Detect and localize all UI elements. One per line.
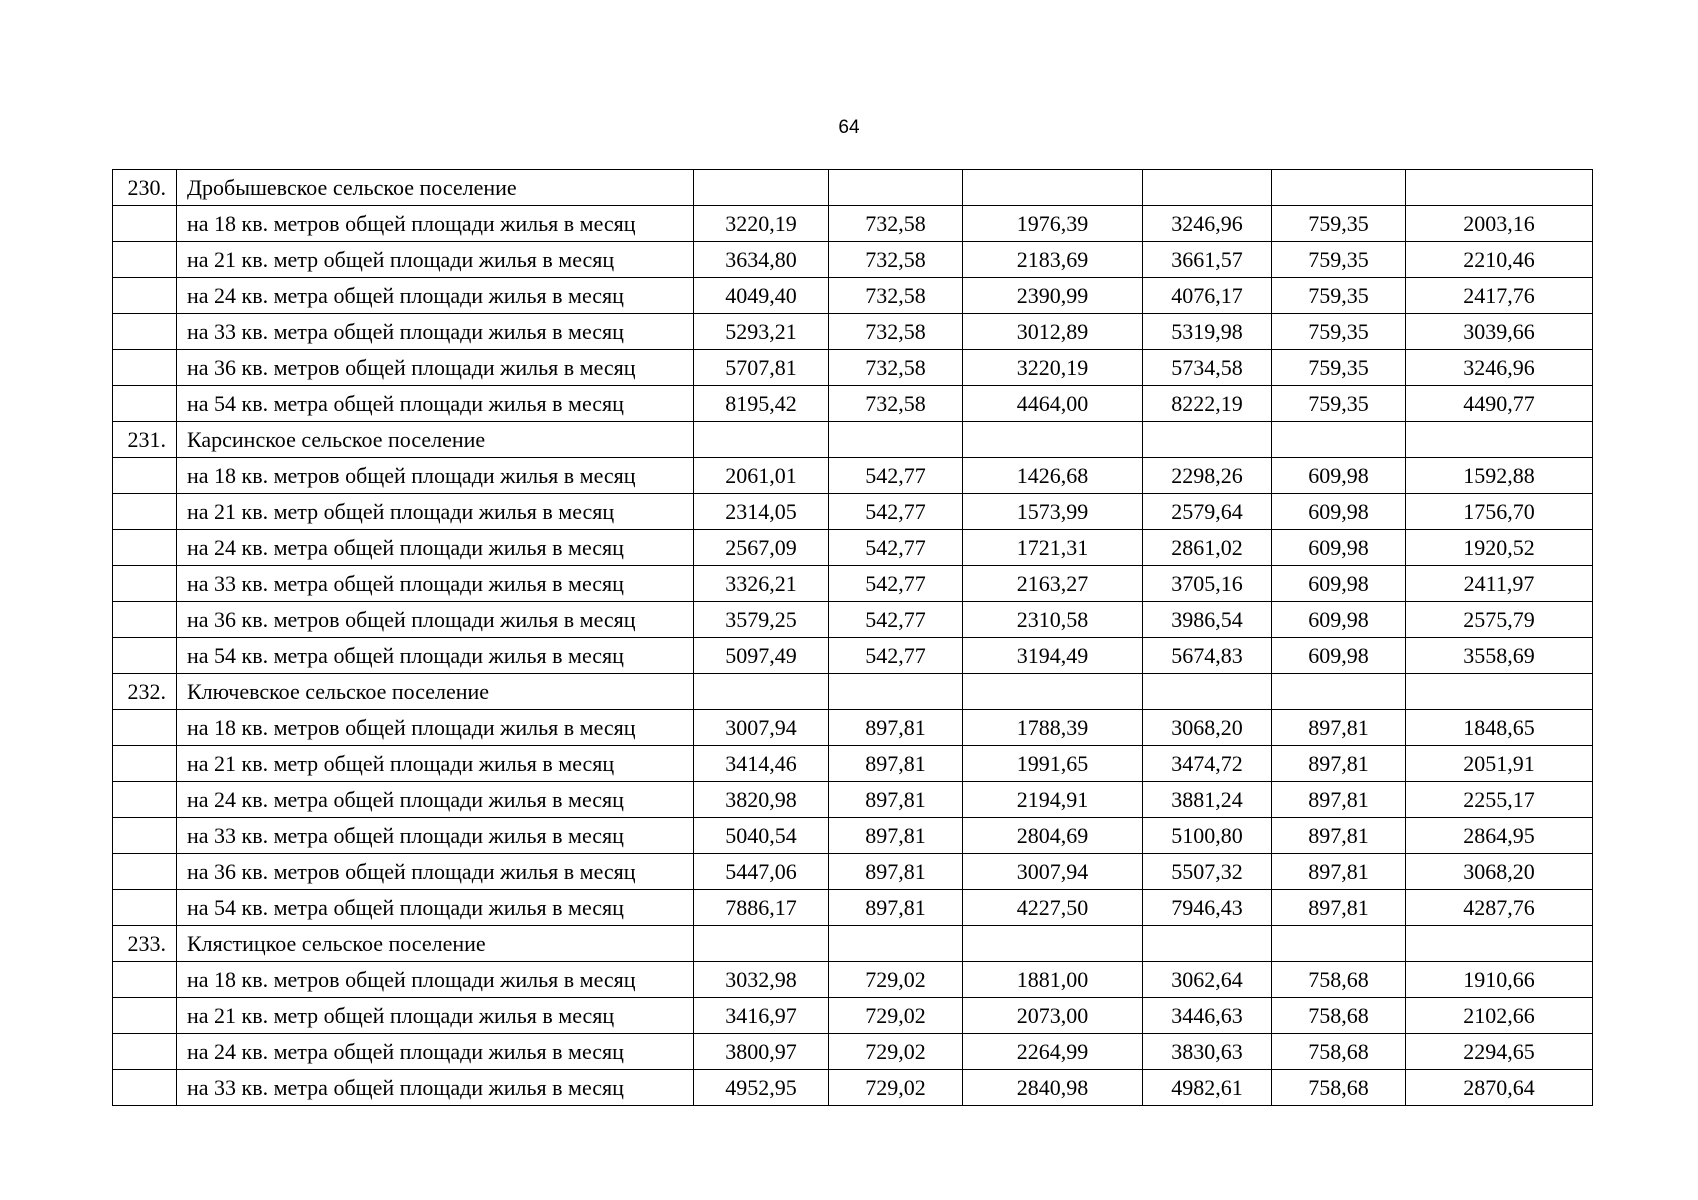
- table-body: [113, 170, 1593, 1106]
- value-cell-2: 729,02: [829, 962, 963, 998]
- table-row: [113, 854, 1593, 890]
- value-cell-2: 729,02: [829, 1070, 963, 1106]
- value-cell-3: 1881,00: [963, 962, 1143, 998]
- row-number-cell: [113, 818, 177, 854]
- value-cell-2: 542,77: [829, 530, 963, 566]
- norm-description-cell: на 24 кв. метра общей площади жилья в месяц: [177, 782, 694, 818]
- value-cell-1: 2314,05: [694, 494, 829, 530]
- row-number-cell: [113, 242, 177, 278]
- norm-description-cell: на 36 кв. метров общей площади жилья в месяц: [177, 350, 694, 386]
- value-cell-6: 3039,66: [1406, 314, 1593, 350]
- value-cell-6: 1848,65: [1406, 710, 1593, 746]
- value-cell-6: 4287,76: [1406, 890, 1593, 926]
- value-cell-5: [1272, 170, 1406, 206]
- value-cell-5: 609,98: [1272, 494, 1406, 530]
- value-cell-5: 897,81: [1272, 854, 1406, 890]
- value-cell-5: 758,68: [1272, 1070, 1406, 1106]
- table-row: [113, 602, 1593, 638]
- value-cell-5: 758,68: [1272, 998, 1406, 1034]
- row-number-cell: [113, 386, 177, 422]
- value-cell-6: 1592,88: [1406, 458, 1593, 494]
- value-cell-5: 897,81: [1272, 782, 1406, 818]
- value-cell-2: [829, 674, 963, 710]
- value-cell-2: 897,81: [829, 818, 963, 854]
- value-cell-3: 3194,49: [963, 638, 1143, 674]
- table-row: [113, 782, 1593, 818]
- value-cell-1: 5447,06: [694, 854, 829, 890]
- norm-description-cell: на 18 кв. метров общей площади жилья в месяц: [177, 206, 694, 242]
- value-cell-6: 2417,76: [1406, 278, 1593, 314]
- row-number-cell: [113, 458, 177, 494]
- table-row: [113, 206, 1593, 242]
- value-cell-3: 2163,27: [963, 566, 1143, 602]
- row-number-cell: [113, 350, 177, 386]
- value-cell-4: [1143, 926, 1272, 962]
- norm-description-cell: на 18 кв. метров общей площади жилья в месяц: [177, 458, 694, 494]
- row-number-cell: [113, 710, 177, 746]
- value-cell-1: 4952,95: [694, 1070, 829, 1106]
- value-cell-1: 3032,98: [694, 962, 829, 998]
- value-cell-6: 2411,97: [1406, 566, 1593, 602]
- value-cell-6: 3558,69: [1406, 638, 1593, 674]
- row-number-cell: [113, 530, 177, 566]
- value-cell-6: 2575,79: [1406, 602, 1593, 638]
- value-cell-1: 3800,97: [694, 1034, 829, 1070]
- value-cell-5: [1272, 674, 1406, 710]
- norm-description-cell: на 33 кв. метра общей площади жилья в месяц: [177, 566, 694, 602]
- value-cell-1: [694, 170, 829, 206]
- table-row: [113, 890, 1593, 926]
- value-cell-3: [963, 422, 1143, 458]
- table-row: [113, 1034, 1593, 1070]
- value-cell-4: 2298,26: [1143, 458, 1272, 494]
- value-cell-6: 2102,66: [1406, 998, 1593, 1034]
- value-cell-6: 2003,16: [1406, 206, 1593, 242]
- norm-description-cell: на 24 кв. метра общей площади жилья в месяц: [177, 278, 694, 314]
- value-cell-6: 4490,77: [1406, 386, 1593, 422]
- settlement-name-cell: Ключевское сельское поселение: [177, 674, 694, 710]
- value-cell-2: 897,81: [829, 782, 963, 818]
- table-row: [113, 998, 1593, 1034]
- value-cell-5: 758,68: [1272, 1034, 1406, 1070]
- value-cell-4: 2861,02: [1143, 530, 1272, 566]
- value-cell-2: 732,58: [829, 278, 963, 314]
- norm-description-cell: на 36 кв. метров общей площади жилья в месяц: [177, 602, 694, 638]
- norm-description-cell: на 21 кв. метр общей площади жилья в месяц: [177, 494, 694, 530]
- settlement-row: [113, 926, 1593, 962]
- value-cell-3: 2840,98: [963, 1070, 1143, 1106]
- value-cell-1: 7886,17: [694, 890, 829, 926]
- value-cell-1: 3220,19: [694, 206, 829, 242]
- table-row: [113, 386, 1593, 422]
- value-cell-1: 3416,97: [694, 998, 829, 1034]
- norm-description-cell: на 21 кв. метр общей площади жилья в месяц: [177, 242, 694, 278]
- value-cell-5: 758,68: [1272, 962, 1406, 998]
- value-cell-1: 5707,81: [694, 350, 829, 386]
- value-cell-2: 732,58: [829, 314, 963, 350]
- value-cell-6: 1756,70: [1406, 494, 1593, 530]
- value-cell-3: [963, 926, 1143, 962]
- value-cell-5: 759,35: [1272, 350, 1406, 386]
- value-cell-1: 4049,40: [694, 278, 829, 314]
- row-number-cell: [113, 494, 177, 530]
- value-cell-4: 5734,58: [1143, 350, 1272, 386]
- value-cell-2: 732,58: [829, 386, 963, 422]
- row-number-cell: [113, 998, 177, 1034]
- tariff-table: [112, 169, 1593, 1106]
- value-cell-4: 5319,98: [1143, 314, 1272, 350]
- value-cell-4: 3062,64: [1143, 962, 1272, 998]
- value-cell-4: 3705,16: [1143, 566, 1272, 602]
- value-cell-1: [694, 422, 829, 458]
- table-row: [113, 710, 1593, 746]
- value-cell-6: 2051,91: [1406, 746, 1593, 782]
- value-cell-4: 7946,43: [1143, 890, 1272, 926]
- value-cell-2: 542,77: [829, 638, 963, 674]
- table-row: [113, 242, 1593, 278]
- settlement-name-cell: Клястицкое сельское поселение: [177, 926, 694, 962]
- row-number-cell: [113, 746, 177, 782]
- value-cell-3: 2390,99: [963, 278, 1143, 314]
- row-number-cell: [113, 854, 177, 890]
- value-cell-3: 3012,89: [963, 314, 1143, 350]
- value-cell-5: 759,35: [1272, 314, 1406, 350]
- value-cell-5: 897,81: [1272, 890, 1406, 926]
- value-cell-2: 729,02: [829, 1034, 963, 1070]
- value-cell-1: 3820,98: [694, 782, 829, 818]
- value-cell-2: 729,02: [829, 998, 963, 1034]
- value-cell-1: 3634,80: [694, 242, 829, 278]
- value-cell-5: [1272, 422, 1406, 458]
- row-number-cell: [113, 1034, 177, 1070]
- value-cell-4: 5100,80: [1143, 818, 1272, 854]
- value-cell-3: 2073,00: [963, 998, 1143, 1034]
- value-cell-5: 897,81: [1272, 818, 1406, 854]
- value-cell-5: 759,35: [1272, 386, 1406, 422]
- table-row: [113, 278, 1593, 314]
- value-cell-1: [694, 926, 829, 962]
- value-cell-4: 3986,54: [1143, 602, 1272, 638]
- value-cell-3: 3220,19: [963, 350, 1143, 386]
- row-number-cell: [113, 1070, 177, 1106]
- value-cell-6: 1910,66: [1406, 962, 1593, 998]
- settlement-row: [113, 422, 1593, 458]
- value-cell-4: 4982,61: [1143, 1070, 1272, 1106]
- norm-description-cell: на 33 кв. метра общей площади жилья в месяц: [177, 314, 694, 350]
- row-number-cell: [113, 638, 177, 674]
- value-cell-4: 8222,19: [1143, 386, 1272, 422]
- value-cell-2: 732,58: [829, 350, 963, 386]
- row-number-cell: 230.: [113, 170, 177, 206]
- value-cell-2: 542,77: [829, 566, 963, 602]
- value-cell-2: 732,58: [829, 206, 963, 242]
- value-cell-5: 609,98: [1272, 602, 1406, 638]
- value-cell-3: 1788,39: [963, 710, 1143, 746]
- value-cell-3: 2194,91: [963, 782, 1143, 818]
- value-cell-2: 897,81: [829, 746, 963, 782]
- table-row: [113, 818, 1593, 854]
- table-row: [113, 746, 1593, 782]
- value-cell-1: 5097,49: [694, 638, 829, 674]
- norm-description-cell: на 18 кв. метров общей площади жилья в месяц: [177, 710, 694, 746]
- row-number-cell: [113, 602, 177, 638]
- value-cell-6: 2294,65: [1406, 1034, 1593, 1070]
- table-row: [113, 530, 1593, 566]
- value-cell-2: [829, 926, 963, 962]
- norm-description-cell: на 21 кв. метр общей площади жилья в месяц: [177, 998, 694, 1034]
- settlement-row: [113, 170, 1593, 206]
- value-cell-6: 2255,17: [1406, 782, 1593, 818]
- value-cell-2: [829, 170, 963, 206]
- value-cell-1: 2061,01: [694, 458, 829, 494]
- value-cell-1: 5040,54: [694, 818, 829, 854]
- row-number-cell: 231.: [113, 422, 177, 458]
- norm-description-cell: на 33 кв. метра общей площади жилья в месяц: [177, 1070, 694, 1106]
- value-cell-3: 1991,65: [963, 746, 1143, 782]
- value-cell-2: 897,81: [829, 890, 963, 926]
- value-cell-4: 3246,96: [1143, 206, 1272, 242]
- row-number-cell: 232.: [113, 674, 177, 710]
- value-cell-6: 1920,52: [1406, 530, 1593, 566]
- value-cell-1: 8195,42: [694, 386, 829, 422]
- row-number-cell: [113, 962, 177, 998]
- value-cell-5: 759,35: [1272, 242, 1406, 278]
- value-cell-2: 542,77: [829, 602, 963, 638]
- page-number: 64: [838, 117, 860, 138]
- settlement-name-cell: Карсинское сельское поселение: [177, 422, 694, 458]
- value-cell-4: 4076,17: [1143, 278, 1272, 314]
- row-number-cell: [113, 782, 177, 818]
- value-cell-5: 609,98: [1272, 566, 1406, 602]
- value-cell-4: 3830,63: [1143, 1034, 1272, 1070]
- value-cell-3: [963, 170, 1143, 206]
- value-cell-6: [1406, 674, 1593, 710]
- value-cell-6: 2870,64: [1406, 1070, 1593, 1106]
- value-cell-3: 1426,68: [963, 458, 1143, 494]
- value-cell-3: 3007,94: [963, 854, 1143, 890]
- value-cell-4: [1143, 674, 1272, 710]
- row-number-cell: [113, 278, 177, 314]
- value-cell-4: 3474,72: [1143, 746, 1272, 782]
- value-cell-1: 3007,94: [694, 710, 829, 746]
- value-cell-5: 609,98: [1272, 458, 1406, 494]
- value-cell-1: 2567,09: [694, 530, 829, 566]
- table-row: [113, 566, 1593, 602]
- value-cell-5: 609,98: [1272, 530, 1406, 566]
- norm-description-cell: на 18 кв. метров общей площади жилья в месяц: [177, 962, 694, 998]
- value-cell-2: 897,81: [829, 854, 963, 890]
- row-number-cell: [113, 890, 177, 926]
- value-cell-2: 542,77: [829, 494, 963, 530]
- row-number-cell: 233.: [113, 926, 177, 962]
- table-row: [113, 962, 1593, 998]
- norm-description-cell: на 54 кв. метра общей площади жилья в месяц: [177, 890, 694, 926]
- value-cell-4: [1143, 170, 1272, 206]
- value-cell-5: 609,98: [1272, 638, 1406, 674]
- norm-description-cell: на 54 кв. метра общей площади жилья в месяц: [177, 386, 694, 422]
- value-cell-1: 3414,46: [694, 746, 829, 782]
- value-cell-3: 1976,39: [963, 206, 1143, 242]
- value-cell-4: 2579,64: [1143, 494, 1272, 530]
- value-cell-3: 4464,00: [963, 386, 1143, 422]
- table-row: [113, 314, 1593, 350]
- value-cell-2: 732,58: [829, 242, 963, 278]
- value-cell-5: 897,81: [1272, 746, 1406, 782]
- settlement-name-cell: Дробышевское сельское поселение: [177, 170, 694, 206]
- value-cell-1: 3326,21: [694, 566, 829, 602]
- value-cell-3: [963, 674, 1143, 710]
- table-row: [113, 350, 1593, 386]
- value-cell-5: 897,81: [1272, 710, 1406, 746]
- value-cell-4: 5507,32: [1143, 854, 1272, 890]
- value-cell-4: 5674,83: [1143, 638, 1272, 674]
- value-cell-6: 2864,95: [1406, 818, 1593, 854]
- norm-description-cell: на 54 кв. метра общей площади жилья в месяц: [177, 638, 694, 674]
- value-cell-4: 3068,20: [1143, 710, 1272, 746]
- value-cell-3: 2264,99: [963, 1034, 1143, 1070]
- value-cell-1: 5293,21: [694, 314, 829, 350]
- value-cell-4: 3446,63: [1143, 998, 1272, 1034]
- value-cell-3: 1721,31: [963, 530, 1143, 566]
- row-number-cell: [113, 314, 177, 350]
- value-cell-3: 2183,69: [963, 242, 1143, 278]
- value-cell-6: 3246,96: [1406, 350, 1593, 386]
- value-cell-3: 4227,50: [963, 890, 1143, 926]
- settlement-row: [113, 674, 1593, 710]
- value-cell-2: 897,81: [829, 710, 963, 746]
- value-cell-6: [1406, 170, 1593, 206]
- value-cell-4: 3661,57: [1143, 242, 1272, 278]
- value-cell-4: [1143, 422, 1272, 458]
- value-cell-3: 1573,99: [963, 494, 1143, 530]
- value-cell-4: 3881,24: [1143, 782, 1272, 818]
- value-cell-3: 2804,69: [963, 818, 1143, 854]
- norm-description-cell: на 24 кв. метра общей площади жилья в месяц: [177, 1034, 694, 1070]
- value-cell-5: [1272, 926, 1406, 962]
- value-cell-1: [694, 674, 829, 710]
- norm-description-cell: на 24 кв. метра общей площади жилья в месяц: [177, 530, 694, 566]
- value-cell-2: 542,77: [829, 458, 963, 494]
- table-row: [113, 1070, 1593, 1106]
- norm-description-cell: на 36 кв. метров общей площади жилья в месяц: [177, 854, 694, 890]
- row-number-cell: [113, 206, 177, 242]
- value-cell-5: 759,35: [1272, 206, 1406, 242]
- table-row: [113, 638, 1593, 674]
- value-cell-6: 3068,20: [1406, 854, 1593, 890]
- value-cell-6: [1406, 422, 1593, 458]
- norm-description-cell: на 21 кв. метр общей площади жилья в месяц: [177, 746, 694, 782]
- table-row: [113, 458, 1593, 494]
- value-cell-6: [1406, 926, 1593, 962]
- value-cell-2: [829, 422, 963, 458]
- value-cell-5: 759,35: [1272, 278, 1406, 314]
- value-cell-6: 2210,46: [1406, 242, 1593, 278]
- table-row: [113, 494, 1593, 530]
- value-cell-3: 2310,58: [963, 602, 1143, 638]
- value-cell-1: 3579,25: [694, 602, 829, 638]
- row-number-cell: [113, 566, 177, 602]
- norm-description-cell: на 33 кв. метра общей площади жилья в месяц: [177, 818, 694, 854]
